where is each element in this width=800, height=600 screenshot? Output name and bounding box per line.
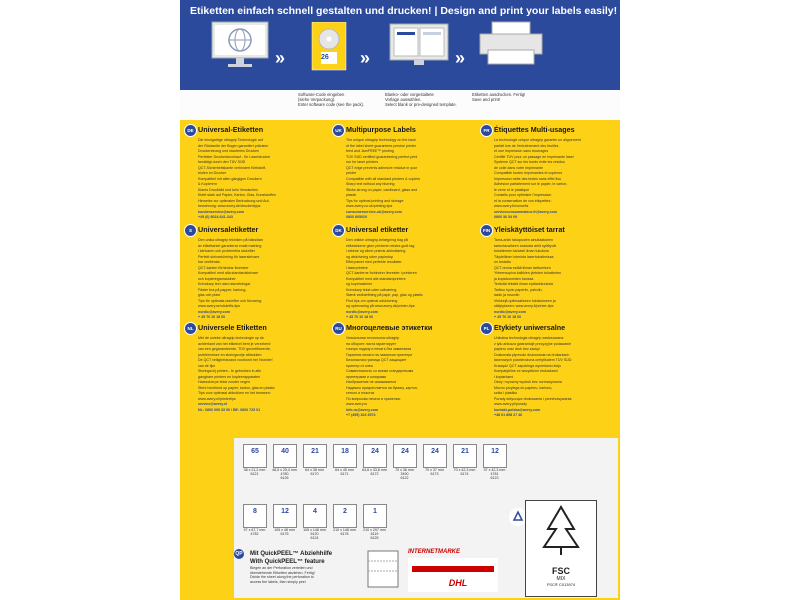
label-code: 4781 (490, 472, 499, 477)
language-badge: UK (332, 124, 345, 137)
section-line: Tarttuu hyvin paperiin, pahviin, (494, 287, 543, 292)
section-line: Haarscherpe tekst zonder vegen (198, 380, 250, 384)
label-count: 4 (313, 508, 317, 515)
section-contact[interactable]: serviceconsommateur-fr@avery.com (494, 209, 557, 214)
section-line: точную подачу и печать без заминания (346, 347, 412, 351)
label-size: 64 x 45 mm (335, 468, 354, 472)
section-title: Universal etiketter (346, 225, 409, 234)
label-sheet-icon (273, 504, 297, 528)
section-line: QCT edge prevents adhesive residue in your (346, 165, 418, 170)
section-pl (480, 322, 618, 418)
section-line: bewahrung: www.avery.de/druckertipps (198, 204, 261, 208)
label-count: 40 (281, 448, 289, 455)
section-line: Terävää tekstiä ilman epätarkkuuksia (494, 282, 553, 286)
fsc-certificate (525, 500, 597, 597)
label-count: 24 (401, 448, 409, 455)
language-badge: FR (480, 124, 493, 137)
label-code: 6122 (400, 476, 409, 481)
section-line: of the label sheet guarantees precise printer (346, 143, 417, 148)
section-line: van een gegarandeerde, TÜV gecertificeerde, (198, 347, 271, 351)
label-size: 210 x 297 mm (363, 528, 386, 532)
section-line: van de lijm (198, 363, 216, 368)
section-line: Изображение не смазывается (346, 380, 397, 384)
section-line: on testattu (494, 260, 511, 264)
section-body (198, 336, 316, 413)
section-contact[interactable]: kundenservice@avery.com (198, 209, 245, 214)
section-line: i arkene og sikrer præcis arkindføring (346, 249, 406, 253)
section-body (198, 238, 316, 321)
section-line: parfait lors de l'entraînement des feuilles (494, 143, 559, 148)
section-line: Fäster bra på papper, kartong, (198, 287, 247, 292)
section-line: Den unika ultragrip tekniken på baksidan (198, 238, 263, 242)
label-sheet-icon (273, 444, 297, 468)
section-line: gangbare printers en kopieerapparaten (198, 374, 261, 379)
section-line: Kompatybilne ze wszystkimi drukarkami (494, 369, 558, 373)
section-body (494, 138, 612, 221)
header-band (180, 0, 620, 90)
label-sheet-icon (363, 444, 387, 468)
label-format-item (360, 504, 389, 541)
label-format-item (450, 444, 479, 476)
label-size: 97 x 67,7 mm (243, 528, 266, 532)
label-size: 64,6 x 33,8 mm (362, 468, 387, 472)
section-line: z tyłu arkusza gwarantuje precyzyjne podawanie (494, 341, 572, 346)
section-body (494, 238, 612, 321)
label-size: 38 x 21,2 mm (243, 468, 266, 472)
section-line: de colle dans votre imprimante (494, 165, 543, 170)
section-line: har verifierats (198, 260, 220, 264)
section-line: www.avery.nl/printertips (198, 396, 236, 401)
section-line: laserowych potwierdzona certyfikatem TÜV SÜD (494, 358, 572, 362)
section-contact[interactable]: service@avery.nl (198, 402, 228, 406)
section-line: & Kopierern (198, 182, 217, 186)
section-phone: +48 61 898 27 46 (494, 413, 523, 417)
section-line: et une impression sans bourrages (494, 149, 549, 153)
section-line: Надежно прикрепляется на бумагу, картон, (346, 385, 418, 390)
label-code: 6120 (310, 532, 319, 537)
label-code: 6170 (310, 472, 319, 477)
section-line: Tips voor optimaal afdrukken en het bewaren: (198, 391, 271, 395)
section-line: glas och plast (198, 293, 220, 297)
label-sheet-icon (243, 504, 267, 528)
label-count: 24 (431, 448, 439, 455)
section-line: TÜV SÜD certified guaranteeing perfect print (346, 154, 418, 159)
section-title: Universaletiketter (198, 225, 259, 234)
chevron-right-icon: » (455, 48, 466, 68)
section-line: Perfekt skrivarkörning för laserskrivare (198, 254, 260, 259)
section-line: av etikettarket garanterar exakt matning (198, 243, 262, 248)
section-line: Klares Druckbild und kein Verwischen (198, 187, 259, 192)
label-code: 6119 (370, 532, 379, 537)
section-line: et la conservation de vos étiquettes : (494, 198, 553, 203)
section-line: Krawędź QCT zapobiega wyciekaniu kleju (494, 363, 562, 368)
quickpeel-badge: QP (235, 551, 243, 557)
section-phone: + 45 70 10 18 00 (494, 315, 522, 319)
section-line: le verre et le plastique (494, 187, 530, 192)
section-line: Hinweise zur optimalen Bedruckung und Auf- (198, 198, 270, 203)
step-caption-2: Blanko- oder vorgestaltete Vorlage auswählen. Select blank or pre-designed template. (385, 92, 457, 107)
software-code: 26 (321, 54, 329, 61)
section-contact[interactable]: nordic@avery.com (494, 309, 526, 314)
section-line: Täydellinen toiminta lasertulostimissa (494, 254, 554, 259)
chevron-right-icon: » (275, 48, 286, 68)
section-body (346, 336, 464, 419)
label-size: 70 x 37 mm (425, 468, 444, 472)
label-sheet-icon (483, 444, 507, 468)
section-line: Гарантия печати на лазерном принтере (346, 352, 413, 357)
section-line: Kompatibel med alla standardskrivare (198, 271, 259, 275)
label-format-item (360, 444, 389, 476)
section-line: Find tips om optimal udskrivning (346, 298, 398, 303)
label-code: 6125 (370, 536, 379, 541)
section-line: По вопросам печати и хранения: (346, 396, 401, 401)
label-size: 70 x 36 mm (395, 468, 414, 472)
label-count: 24 (371, 448, 379, 455)
section-title: Universele Etiketten (198, 323, 267, 332)
section-line: Die einzigartige ultragrip Technologie auf (198, 138, 263, 142)
section-line: Met de unieke ultragrip technologie op de (198, 336, 264, 340)
label-code: 6173 (430, 472, 439, 477)
page-title: Etiketten einfach schnell gestalten und drucken! | Design and print your labels easily! (190, 5, 618, 17)
section-line: i skrivaren och problemfria utskrifter (198, 249, 255, 253)
label-format-item (300, 504, 329, 541)
label-sheet-icon (333, 504, 357, 528)
section-line: Conseils pour optimiser l'impression (494, 193, 552, 197)
label-format-item (270, 504, 299, 536)
label-size: 70 x 42,3 mm (453, 468, 476, 472)
section-line: Совместимость со всеми стандартными (346, 369, 414, 373)
section-line: der Rückseite der Bogen garantiert präzisen (198, 143, 269, 148)
section-line: стекло и пластик (346, 391, 375, 395)
label-size: 48,5 x 25,4 mm (272, 468, 297, 472)
label-code: 6176 (340, 532, 349, 537)
template-select-icon (388, 20, 450, 68)
section-line: Уникальная технология ultragrip (346, 336, 400, 340)
label-count: 18 (341, 448, 349, 455)
section-line: Doskonała płynność drukowania na drukarkach (494, 352, 570, 357)
chevron-right-icon: » (360, 48, 371, 68)
label-code: 6175 (280, 532, 289, 537)
label-code: 6172 (370, 472, 379, 477)
print-steps (180, 20, 620, 90)
section-phone: + 45 70 10 18 00 (198, 315, 226, 319)
label-format-item (240, 504, 269, 536)
section-line: Storingsvrij printen - te gebruiken in alle (198, 369, 262, 373)
section-line: www.avery.pl/porady (494, 402, 527, 406)
language-badge: FIN (480, 224, 493, 237)
section-line: Impression nette des textes sans effet flou (494, 176, 562, 181)
section-line: на обороте листа гарантирует (346, 341, 397, 346)
section-line: Système QCT sur les bords évite les résidus (494, 160, 565, 164)
section-line: probleemloze en storingsvrije afdrukken (198, 352, 262, 357)
section-fin (480, 224, 618, 320)
section-contact[interactable]: kontakt-polska@avery.com (494, 407, 541, 412)
language-badge: DK (332, 224, 345, 237)
section-line: plastic (346, 193, 357, 197)
section-line: De QCT veiligheidsrand voorkomt het 'bloeden' (198, 358, 274, 362)
label-sheet-icon (363, 504, 387, 528)
section-line: Tips for optimal printing and storage: (346, 198, 405, 203)
section-phone: + 45 70 10 18 00 (346, 315, 374, 319)
section-line: Efterprøvet med perfekte resultater (346, 260, 402, 264)
section-line: og afskrivning uden papirstop (346, 254, 393, 259)
section-line: szkła i plastiku (494, 391, 518, 395)
fsc-code: FSC® C013974 (546, 582, 576, 587)
printer-icon (476, 20, 546, 68)
language-badge: RU (332, 322, 345, 335)
label-count: 12 (281, 508, 289, 515)
section-line: Kompatibel med alle standardprintere (346, 276, 406, 281)
section-body (494, 336, 612, 419)
label-count: 12 (491, 448, 499, 455)
label-sheet-icon (333, 444, 357, 468)
label-code: 4780 (280, 472, 289, 477)
section-contact[interactable]: nordic@avery.com (346, 309, 378, 314)
section-title: Etykiety uniwersalne (494, 323, 566, 332)
section-nl (184, 322, 322, 418)
step-caption-1: Software-Code eingeben (siehe Verpackung). Enter software code (see the pack). (298, 92, 365, 107)
label-sheet-icon (453, 444, 477, 468)
section-line: Unikalna technologia ultragrip zastosowana (494, 336, 564, 340)
section-de (184, 124, 322, 220)
section-line: Sharp text without any blurring (346, 182, 395, 186)
quickpeel-sheet-icon (366, 549, 402, 589)
section-dk (332, 224, 470, 320)
label-format-item (270, 444, 299, 481)
label-format-item (390, 444, 419, 481)
section-contact[interactable]: info.ru@avery.com (346, 407, 379, 412)
section-phone: +49 (0) 8024-641-343 (198, 215, 233, 219)
section-line: papieru oraz druk bez zacięć (494, 347, 540, 351)
label-code: 6171 (340, 472, 349, 477)
software-pack-icon (308, 22, 353, 72)
section-line: säilytykseen: www.avery.fi/printer-tips (494, 304, 554, 308)
section-line: принтер от клея (346, 363, 373, 368)
section-line: Ostry i wyraźny wydruk bez rozmazywania (494, 380, 562, 384)
section-line: www.avery.se/utskrifts-tips (198, 304, 241, 308)
section-line: etiketarkene giver printeren ekstra godt tag (346, 243, 415, 248)
section-body (198, 138, 316, 221)
label-format-item (330, 444, 359, 476)
section-line: og opbevaring på www.avery.dk/printer-tips (346, 304, 415, 308)
language-badge: PL (480, 322, 493, 335)
section-line: tulostimeen tarkasti ilman tukoksia (494, 249, 549, 253)
section-line: Vinkkejä optimaaliseen tulostukseen ja (494, 298, 556, 303)
language-badge: NL (184, 322, 197, 335)
label-format-item (240, 444, 269, 476)
section-line: run for laser printers (346, 160, 379, 164)
section-uk (332, 124, 470, 220)
section-line: www.avery.fr/conseils (494, 204, 529, 208)
section-phone: NL: 0800 099 33 90 / BE: 0800 725 01 (198, 407, 261, 412)
label-format-item (420, 444, 449, 476)
section-line: принтерами и копирами (346, 374, 387, 379)
label-sheet-icon (423, 444, 447, 468)
label-size: 210 x 148 mm (333, 528, 356, 532)
section-line: Tips för optimala utskrifter och förvaring: (198, 298, 262, 303)
internetmarke-logo: INTERNETMARKE (408, 549, 460, 555)
section-line: feed and JamFREE™ printing (346, 149, 394, 153)
section-line: Sticks strong on paper, cardboard, glass and (346, 187, 418, 192)
section-line: Mocno przylega do papieru, kartonu, (494, 385, 553, 390)
label-format-item (330, 504, 359, 536)
label-count: 2 (343, 508, 347, 515)
section-line: Tarra-arkin takapuolen ainutlaatuinen (494, 238, 554, 242)
label-sheet-icon (303, 504, 327, 528)
label-size: 105 x 148 mm (303, 528, 326, 532)
section-line: lasiin ja muoviin (494, 293, 520, 297)
label-sheet-icon (243, 444, 267, 468)
section-line: Porady dotyczące drukowania i przechowywania: (494, 396, 573, 401)
section-body (346, 138, 464, 221)
section-title: Multipurpose Labels (346, 125, 416, 134)
label-size: 105 x 48 mm (274, 528, 295, 532)
step-caption-3: Etiketten ausdrucken. Fertig! Save and print! (472, 92, 526, 102)
label-code: 4782 (250, 532, 259, 537)
section-title: Étiquettes Multi-usages (494, 125, 575, 134)
section-line: Kompatibel mit allen gängigen Druckern (198, 176, 262, 181)
section-line: Perfekter Druckerdurchlauf - für Laserdrucker (198, 154, 271, 159)
svg-text:DHL: DHL (448, 578, 468, 588)
section-line: Druckereinzug und staufreies Drucken (198, 149, 260, 153)
label-instructions-page (180, 0, 620, 600)
label-code: 6123 (490, 476, 499, 481)
label-code: 6124 (310, 536, 319, 541)
label-count: 65 (251, 448, 259, 455)
fsc-label: FSC (552, 566, 570, 576)
section-line: printer (346, 171, 357, 175)
label-sheet-icon (303, 444, 327, 468)
section-line: i kopiarkami (494, 374, 514, 379)
language-badge: DE (184, 124, 197, 137)
section-line: Klebt stark auf Papier, Karton, Glas, Kunststoffen (198, 193, 277, 197)
steps-caption-strip (180, 90, 620, 120)
section-title: Yleiskäyttöiset tarrat (494, 225, 565, 234)
label-count: 21 (461, 448, 469, 455)
label-code: 6121 (250, 472, 259, 477)
section-line: QCT-kanterne forhindrer limrester i printeren (346, 271, 417, 275)
section-line: QCT-Sicherheitskante verhindert Klebstoff- (198, 165, 267, 170)
section-line: QCT-reuna estää liiman tarttumisen (494, 265, 551, 270)
section-line: Knivskarp text utan utsmetningar (198, 282, 251, 286)
section-line: tartuntavaiheen ansiosta arkit syöttyvät (494, 243, 557, 248)
section-line: QCT-kanten förhindrar limrester (198, 265, 249, 270)
section-fr (480, 124, 618, 220)
section-body (346, 238, 464, 321)
fsc-mix: MIX (556, 576, 566, 582)
section-line: Certifié TÜV pour un passage en imprimante laser (494, 154, 574, 159)
section-title: Universal-Etiketten (198, 125, 264, 134)
section-line: Безопасная граница QCT защищает (346, 358, 407, 362)
dhl-internetmarke-icon (408, 558, 498, 592)
label-count: 8 (253, 508, 257, 515)
label-size: 64 x 38 mm (305, 468, 324, 472)
label-format-item (300, 444, 329, 476)
section-contact[interactable]: nordic@avery.com (198, 309, 230, 314)
section-title: Многоцелевые этикетки (346, 323, 433, 332)
section-line: i laserprintere (346, 265, 368, 270)
label-format-item (480, 444, 509, 481)
monitor-globe-icon (210, 20, 270, 68)
section-line: www.avery.ru (346, 402, 368, 406)
section-ru (332, 322, 470, 418)
label-count: 1 (373, 508, 377, 515)
section-line: bestätigt durch den TÜV SÜD (198, 160, 246, 164)
section-s (184, 224, 322, 320)
section-line: Adhésion parfaitement sur le papier, le carton, (494, 182, 568, 186)
label-sheet-icon (393, 444, 417, 468)
label-code: 6126 (280, 476, 289, 481)
section-line: Stærk vedhæftning på papir, pap, glas og plastic (346, 293, 423, 297)
section-phone: 0800 36 54 09 (494, 215, 517, 219)
section-line: Yhteensopiva kaikkien yleisten tulostimien (494, 271, 562, 275)
section-line: bluten im Drucker (198, 171, 227, 175)
section-line: The unique ultragrip technology on the back (346, 138, 416, 142)
label-code: 6174 (460, 472, 469, 477)
section-contact[interactable]: consumerservice-uk@avery.com (346, 209, 402, 214)
quickpeel-text: Biegen an der Perforation zerteilen und überstehende Etiketten abziehen. Fertig! Divide the sheet along the perforation to access the labels, then simply peel (250, 566, 315, 584)
section-line: Sterk hechtend op papier, karton, glas en plastic (198, 385, 275, 390)
section-line: www.avery.co.uk/printing-tips (346, 204, 393, 208)
label-size: 97 x 42,3 mm (483, 468, 506, 472)
quickpeel-title: Mit QuickPEEL™ Abziehhilfe With QuickPEEL™ feature (250, 551, 333, 565)
section-line: Knivskarp tekst uden udtværing (346, 287, 397, 292)
section-line: Compatible with all standard printers & copiers (346, 176, 421, 181)
section-line: och kopieringsmaskiner (198, 276, 236, 281)
section-line: achterkant van het etiketvel bent je verzekerd (198, 341, 271, 346)
section-line: og kopimaskiner (346, 282, 373, 286)
section-line: Den unikke ultragrip-belægning bag på (346, 238, 408, 242)
section-line: La technologie unique ultragrip garantie un alignement (494, 138, 581, 142)
section-phone: +7 (495) 324 3974 (346, 413, 376, 417)
label-code: 3490 (400, 472, 409, 477)
fsc-tree-icon (526, 501, 596, 561)
section-line: Compatible toutes imprimantes et copieurs (494, 171, 563, 175)
section-line: ja kopiokoneiden kanssa (494, 276, 534, 281)
language-badge: S (184, 224, 197, 237)
section-phone: 0800 805020 (346, 215, 367, 219)
label-count: 21 (311, 448, 319, 455)
